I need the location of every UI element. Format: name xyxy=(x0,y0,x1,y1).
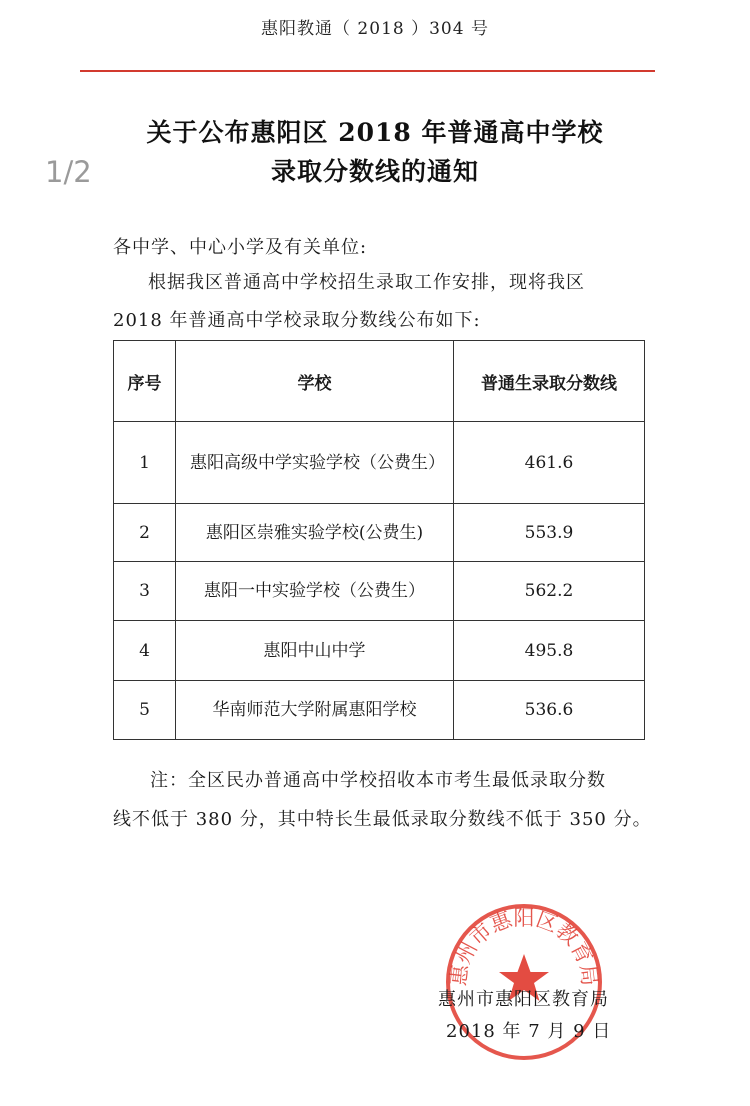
row-school: 华南师范大学附属惠阳学校 xyxy=(176,681,454,740)
body-paragraph-line-1: 根据我区普通高中学校招生录取工作安排，现将我区 xyxy=(148,272,585,293)
red-header-rule xyxy=(80,70,655,72)
row-school: 惠阳中山中学 xyxy=(176,621,454,681)
row-school: 惠阳高级中学实验学校（公费生） xyxy=(176,422,454,504)
issue-date: 2018 年 7 月 9 日 xyxy=(446,1021,612,1042)
note-line-2: 线不低于 380 分，其中特长生最低录取分数线不低于 350 分。 xyxy=(113,809,652,830)
header-school: 学校 xyxy=(176,341,454,422)
body-paragraph-line-2: 2018 年普通高中学校录取分数线公布如下: xyxy=(113,310,481,331)
table-row xyxy=(114,422,645,504)
row-score: 461.6 xyxy=(454,422,645,504)
row-index: 2 xyxy=(114,504,176,562)
row-score: 553.9 xyxy=(454,504,645,562)
row-score: 536.6 xyxy=(454,681,645,740)
table-row xyxy=(114,621,645,681)
admission-score-table xyxy=(113,340,645,740)
note-line-1: 注：全区民办普通高中学校招收本市考生最低录取分数 xyxy=(150,770,606,791)
row-index: 4 xyxy=(114,621,176,681)
row-school: 惠阳一中实验学校（公费生） xyxy=(176,562,454,621)
salutation: 各中学、中心小学及有关单位: xyxy=(113,237,368,258)
page-indicator[interactable]: 1/2 xyxy=(45,155,92,189)
document-number: 惠阳教通（ 2018 ）304 号 xyxy=(261,19,489,39)
issuing-organization: 惠州市惠阳区教育局 xyxy=(438,989,609,1010)
row-index: 5 xyxy=(114,681,176,740)
table-row xyxy=(114,504,645,562)
header-index: 序号 xyxy=(114,341,176,422)
table-row xyxy=(114,562,645,621)
header-score: 普通生录取分数线 xyxy=(454,341,645,422)
table-row xyxy=(114,681,645,740)
notice-title-line-1: 关于公布惠阳区 2018 年普通高中学校 xyxy=(146,118,604,147)
row-score: 562.2 xyxy=(454,562,645,621)
notice-title-line-2: 录取分数线的通知 xyxy=(270,157,479,186)
row-index: 1 xyxy=(114,422,176,504)
row-score: 495.8 xyxy=(454,621,645,681)
table-header-row xyxy=(114,341,645,422)
row-index: 3 xyxy=(114,562,176,621)
stamp-text: 惠州市惠阳区教育局 xyxy=(446,905,602,988)
row-school: 惠阳区崇雅实验学校(公费生) xyxy=(176,504,454,562)
